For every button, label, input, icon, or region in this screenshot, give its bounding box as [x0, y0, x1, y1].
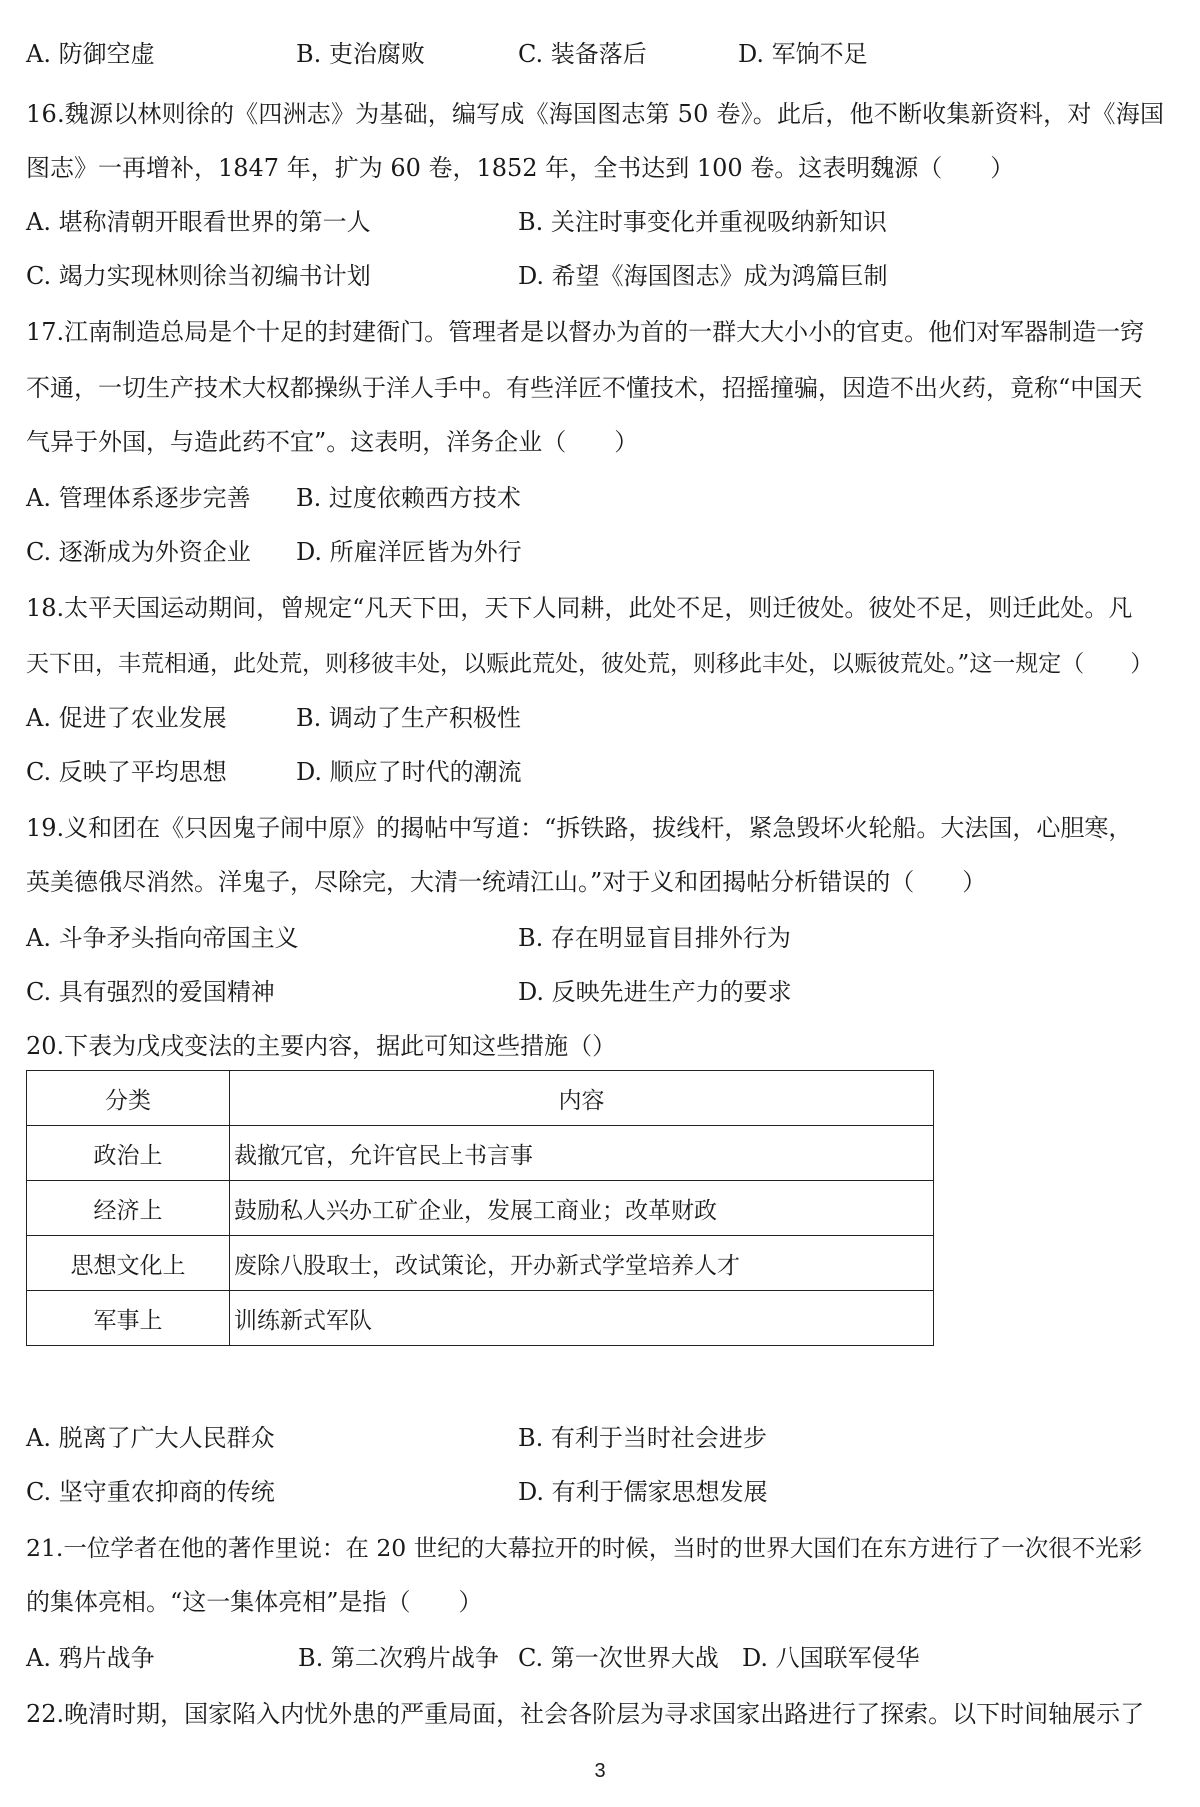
q17-option-d: D. 所雇洋匠皆为外行 — [296, 538, 522, 566]
q19-stem-line-1: 19.义和团在《只因鬼子闹中原》的揭帖中写道：“拆铁路，拔线杆，紧急毁坏火轮船。大法国，心胆寒， — [26, 814, 1133, 842]
q17-stem-line-1: 17.江南制造总局是个十足的封建衙门。管理者是以督办为首的一群大大小小的官吏。他们对军器制造一窍 — [26, 318, 1145, 346]
reform-content-table — [26, 1070, 934, 1346]
q18-option-d: D. 顺应了时代的潮流 — [296, 758, 522, 786]
q19-stem-line-2: 英美德俄尽消然。洋鬼子，尽除完，大清一统靖江山。”对于义和团揭帖分析错误的（ ） — [26, 868, 987, 896]
q21-option-b: B. 第二次鸦片战争 — [298, 1644, 499, 1672]
q21-stem-line-2: 的集体亮相。“这一集体亮相”是指（ ） — [26, 1588, 483, 1616]
q20-option-c: C. 坚守重农抑商的传统 — [26, 1478, 275, 1506]
q21-option-a: A. 鸦片战争 — [26, 1644, 155, 1672]
table-header-content: 内容 — [230, 1071, 934, 1126]
q16-option-d: D. 希望《海国图志》成为鸿篇巨制 — [518, 262, 888, 290]
q15-option-a: A. 防御空虚 — [26, 40, 155, 68]
page-number: 3 — [594, 1760, 606, 1782]
q20-option-b: B. 有利于当时社会进步 — [518, 1424, 767, 1452]
table-cell-content: 裁撤冗官，允许官民上书言事 — [230, 1126, 934, 1181]
table-row — [27, 1236, 934, 1291]
table-header-category: 分类 — [27, 1071, 230, 1126]
q22-stem-line-1: 22.晚清时期，国家陷入内忧外患的严重局面，社会各阶层为寻求国家出路进行了探索。以下时间轴展示了 — [26, 1700, 1145, 1728]
table-cell-content: 训练新式军队 — [230, 1291, 934, 1346]
q19-option-a: A. 斗争矛头指向帝国主义 — [26, 924, 299, 952]
q21-stem-line-1: 21.一位学者在他的著作里说：在 20 世纪的大幕拉开的时候，当时的世界大国们在东方进行了一次很不光彩 — [26, 1534, 1143, 1562]
table-header-row — [27, 1071, 934, 1126]
q21-option-c: C. 第一次世界大战 — [518, 1644, 719, 1672]
table-cell-content: 废除八股取士，改试策论，开办新式学堂培养人才 — [230, 1236, 934, 1291]
q17-stem-line-2: 不通，一切生产技术大权都操纵于洋人手中。有些洋匠不懂技术，招摇撞骗，因造不出火药，竟称“中国天 — [26, 374, 1143, 402]
q16-option-c: C. 竭力实现林则徐当初编书计划 — [26, 262, 371, 290]
q18-option-c: C. 反映了平均思想 — [26, 758, 227, 786]
q17-option-b: B. 过度依赖西方技术 — [296, 484, 521, 512]
table-row — [27, 1181, 934, 1236]
q17-option-c: C. 逐渐成为外资企业 — [26, 538, 251, 566]
table-cell-category: 军事上 — [27, 1291, 230, 1346]
q18-stem-line-1: 18.太平天国运动期间，曾规定“凡天下田，天下人同耕，此处不足，则迁彼处。彼处不足，则迁此处。凡 — [26, 594, 1133, 622]
q15-option-d: D. 军饷不足 — [738, 40, 868, 68]
q15-option-b: B. 吏治腐败 — [296, 40, 425, 68]
q20-stem-line-1: 20.下表为戊戌变法的主要内容，据此可知这些措施（） — [26, 1032, 617, 1060]
q20-option-d: D. 有利于儒家思想发展 — [518, 1478, 768, 1506]
q17-option-a: A. 管理体系逐步完善 — [26, 484, 251, 512]
q18-option-b: B. 调动了生产积极性 — [296, 704, 521, 732]
q18-option-a: A. 促进了农业发展 — [26, 704, 227, 732]
q15-option-c: C. 装备落后 — [518, 40, 647, 68]
table-cell-category: 政治上 — [27, 1126, 230, 1181]
q20-option-a: A. 脱离了广大人民群众 — [26, 1424, 275, 1452]
table-cell-content: 鼓励私人兴办工矿企业，发展工商业；改革财政 — [230, 1181, 934, 1236]
q17-stem-line-3: 气异于外国，与造此药不宜”。这表明，洋务企业（ ） — [26, 428, 639, 456]
q16-option-a: A. 堪称清朝开眼看世界的第一人 — [26, 208, 371, 236]
q16-option-b: B. 关注时事变化并重视吸纳新知识 — [518, 208, 887, 236]
q16-stem-line-1: 16.魏源以林则徐的《四洲志》为基础，编写成《海国图志第 50 卷》。此后，他不断收集新资料，对《海国 — [26, 100, 1165, 128]
q16-stem-line-2: 图志》一再增补，1847 年，扩为 60 卷，1852 年，全书达到 100 卷。这表明魏源（ ） — [26, 154, 1015, 182]
q21-option-d: D. 八国联军侵华 — [742, 1644, 920, 1672]
table-cell-category: 经济上 — [27, 1181, 230, 1236]
table-cell-category: 思想文化上 — [27, 1236, 230, 1291]
table-row — [27, 1291, 934, 1346]
table-row — [27, 1126, 934, 1181]
q19-option-c: C. 具有强烈的爱国精神 — [26, 978, 275, 1006]
q19-option-d: D. 反映先进生产力的要求 — [518, 978, 792, 1006]
q18-stem-line-2: 天下田，丰荒相通，此处荒，则移彼丰处，以赈此荒处，彼处荒，则移此丰处，以赈彼荒处。”这一规定（ ） — [26, 651, 1154, 677]
q19-option-b: B. 存在明显盲目排外行为 — [518, 924, 791, 952]
